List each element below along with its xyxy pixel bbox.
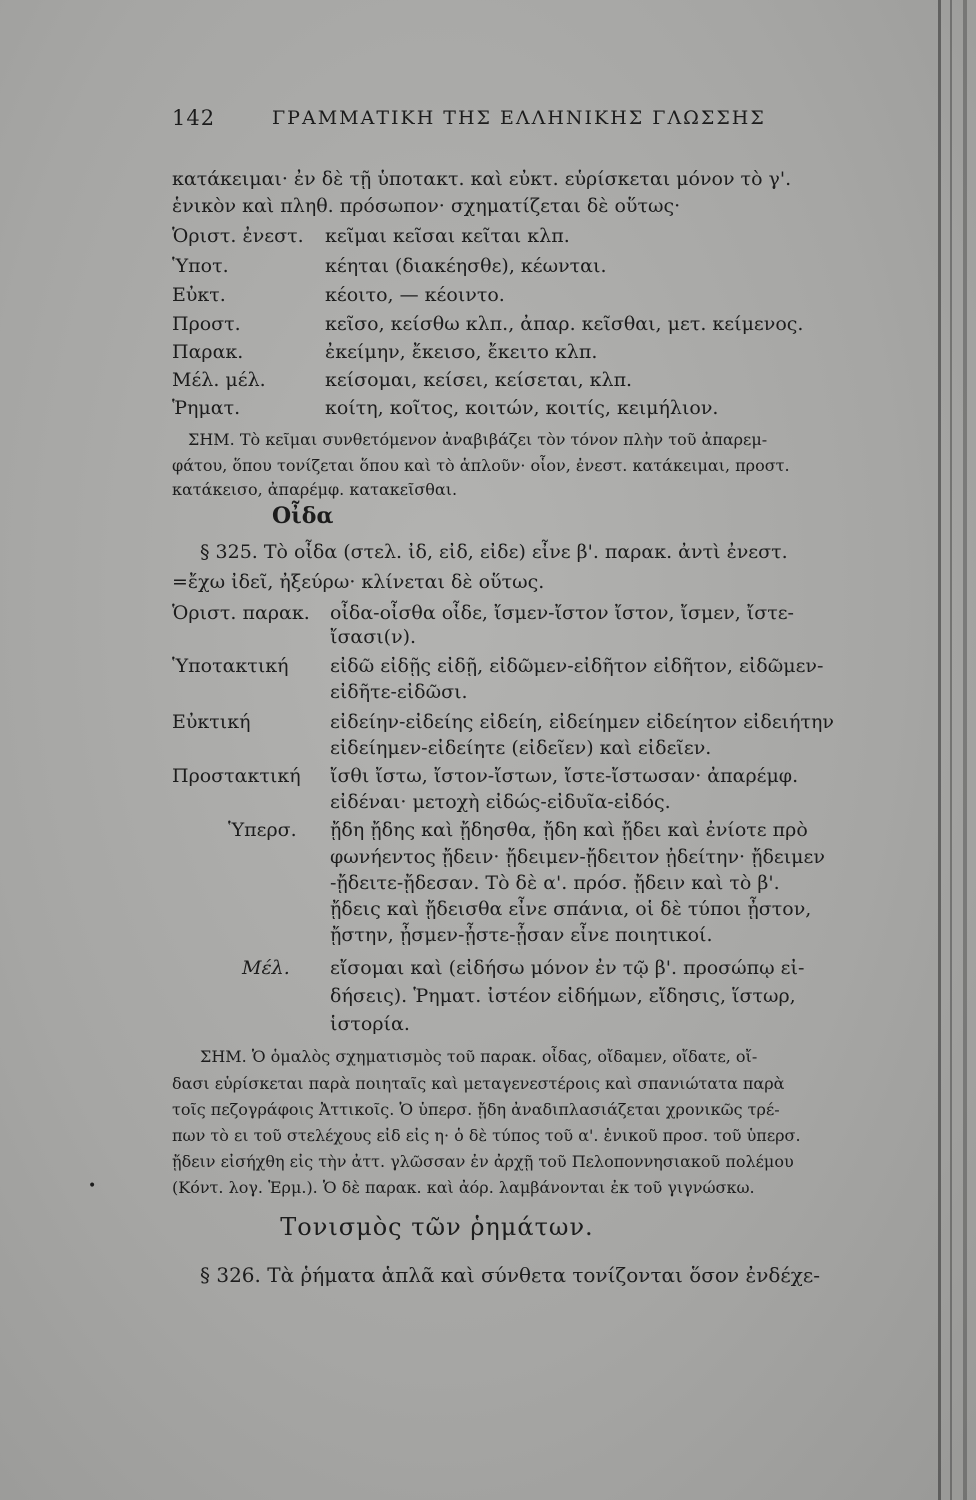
table-forms: κεῖμαι κεῖσαι κεῖται κλπ.: [325, 225, 570, 247]
table-forms: ᾔδη ᾔδης καὶ ᾔδησθα, ᾔδη καὶ ᾔδει καὶ ἐνίοτε πρὸ: [330, 819, 808, 841]
table-label: Ὁριστ. παρακ.: [172, 602, 310, 624]
table-forms: εἰδέναι· μετοχὴ εἰδώς-εἰδυῖα-εἰδός.: [330, 791, 671, 813]
note-line: φάτου, ὅπου τονίζεται ὅπου καὶ τὸ ἁπλοῦν· οἷον, ἐνεστ. κατάκειμαι, προστ.: [172, 456, 790, 475]
paragraph-line: =ἔχω ἰδεῖ, ἠξεύρω· κλίνεται δὲ οὕτως.: [172, 571, 545, 593]
table-forms: κεῖσο, κείσθω κλπ., ἀπαρ. κεῖσθαι, μετ. κείμενος.: [325, 313, 804, 335]
table-forms: κέηται (διακέησθε), κέωνται.: [325, 255, 607, 277]
paragraph-line: § 325. Τὸ οἶδα (στελ. ἰδ, εἰδ, εἰδε) εἶνε β'. παρακ. ἀντὶ ἐνεστ.: [200, 541, 788, 563]
page-edge-line: [950, 0, 952, 1500]
table-forms: ἴσασι(ν).: [330, 626, 417, 648]
table-label: Εὐκτ.: [172, 284, 226, 306]
note-line: ΣΗΜ. Τὸ κεῖμαι συνθετόμενον ἀναβιβάζει τὸν τόνον πλὴν τοῦ ἀπαρεμ-: [188, 430, 768, 449]
note-line: τοῖς πεζογράφοις Ἀττικοῖς. Ὁ ὑπερσ. ᾔδη ἀναδιπλασιάζεται χρονικῶς τρέ-: [172, 1100, 780, 1119]
text-line: ἑνικὸν καὶ πληθ. πρόσωπον· σχηματίζεται δὲ οὕτως·: [172, 195, 681, 217]
note-line: πων τὸ ει τοῦ στελέχους εἰδ εἰς η· ὁ δὲ τύπος τοῦ α'. ἑνικοῦ προσ. τοῦ ὑπερσ.: [172, 1126, 801, 1145]
table-forms: ᾔστην, ᾖσμεν-ᾖστε-ᾖσαν εἶνε ποιητικοί.: [330, 924, 713, 946]
table-forms: φωνήεντος ᾔδειν· ᾔδειμεν-ᾔδειτον ᾐδείτην· ᾔδειμεν: [330, 846, 825, 868]
running-title: ΓΡΑΜΜΑΤΙΚΗ ΤΗΣ ΕΛΛΗΝΙΚΗΣ ΓΛΩΣΣΗΣ: [272, 107, 766, 129]
table-label: Ῥηματ.: [172, 397, 241, 419]
note-line: (Κόντ. λογ. Ἑρμ.). Ὁ δὲ παρακ. καὶ ἀόρ. λαμβάνονται ἐκ τοῦ γιγνώσκω.: [172, 1178, 755, 1197]
table-label: Ὑποτακτική: [172, 655, 289, 677]
table-forms: ἐκείμην, ἔκεισο, ἔκειτο κλπ.: [325, 341, 598, 363]
table-label: Ὑποτ.: [172, 255, 229, 277]
page-edge-line: [938, 0, 941, 1500]
table-label: Προστακτική: [172, 765, 301, 787]
table-forms: οἶδα-οἶσθα οἶδε, ἴσμεν-ἴστον ἴστον, ἴσμεν, ἴστε-: [330, 602, 794, 624]
table-forms: εἰδῶ εἰδῇς εἰδῇ, εἰδῶμεν-εἰδῆτον εἰδῆτον, εἰδῶμεν-: [330, 655, 824, 677]
page-edge-line: [963, 0, 967, 1500]
note-line: ᾔδειν εἰσήχθη εἰς τὴν ἀττ. γλῶσσαν ἐν ἀρχῇ τοῦ Πελοποννησιακοῦ πολέμου: [172, 1152, 794, 1171]
note-line: ΣΗΜ. Ὁ ὁμαλὸς σχηματισμὸς τοῦ παρακ. οἶδας, οἴδαμεν, οἴδατε, οἴ-: [200, 1047, 758, 1066]
table-forms: κέοιτο, — κέοιντο.: [325, 284, 505, 306]
table-label: Μέλ.: [242, 957, 290, 979]
table-forms: ἴσθι ἴστω, ἴστον-ἴστων, ἴστε-ἴστωσαν· ἀπαρέμφ.: [330, 765, 799, 787]
table-forms: ᾔδεις καὶ ᾔδεισθα εἶνε σπάνια, οἱ δὲ τύποι ᾖστον,: [330, 898, 812, 920]
table-label: Ὑπερσ.: [228, 819, 297, 841]
table-forms: κείσομαι, κείσει, κείσεται, κλπ.: [325, 369, 633, 391]
table-forms: -ᾔδειτε-ᾔδεσαν. Τὸ δὲ α'. πρόσ. ᾔδειν καὶ τὸ β'.: [330, 872, 780, 894]
table-forms: δήσεις). Ῥηματ. ἰστέον εἰδήμων, εἴδησις, ἵστωρ,: [330, 985, 796, 1007]
note-line: δασι εὑρίσκεται παρὰ ποιηταῖς καὶ μεταγενεστέροις καὶ σπανιώτατα παρὰ: [172, 1074, 785, 1093]
table-forms: κοίτη, κοῖτος, κοιτών, κοιτίς, κειμήλιον.: [325, 397, 719, 419]
table-forms: εἴσομαι καὶ (εἰδήσω μόνον ἐν τῷ β'. προσώπῳ εἰ-: [330, 957, 805, 979]
table-forms: εἰδῆτε-εἰδῶσι.: [330, 681, 468, 703]
page-number: 142: [172, 106, 216, 130]
table-forms: εἰδείην-εἰδείης εἰδείη, εἰδείημεν εἰδείητον εἰδειήτην: [330, 711, 834, 733]
paragraph-line: § 326. Τὰ ῥήματα ἁπλᾶ καὶ σύνθετα τονίζονται ὅσον ἐνδέχε-: [200, 1263, 821, 1287]
text-line: κατάκειμαι· ἐν δὲ τῇ ὑποτακτ. καὶ εὐκτ. εὑρίσκεται μόνον τὸ γ'.: [172, 168, 792, 190]
table-label: Ὁριστ. ἐνεστ.: [172, 225, 304, 247]
margin-mark: •: [88, 1178, 97, 1194]
table-forms: ἱστορία.: [330, 1013, 410, 1035]
section-title: Τονισμὸς τῶν ῥημάτων.: [280, 1213, 594, 1241]
table-label: Παρακ.: [172, 341, 244, 363]
note-line: κατάκεισο, ἀπαρέμφ. κατακεῖσθαι.: [172, 480, 458, 499]
table-label: Εὐκτική: [172, 711, 251, 733]
page-header: [172, 106, 892, 140]
table-forms: εἰδείημεν-εἰδείητε (εἰδεῖεν) καὶ εἰδεῖεν.: [330, 737, 712, 759]
subsection-title: Οἶδα: [272, 503, 334, 529]
table-label: Προστ.: [172, 313, 241, 335]
table-label: Μέλ. μέλ.: [172, 369, 266, 391]
